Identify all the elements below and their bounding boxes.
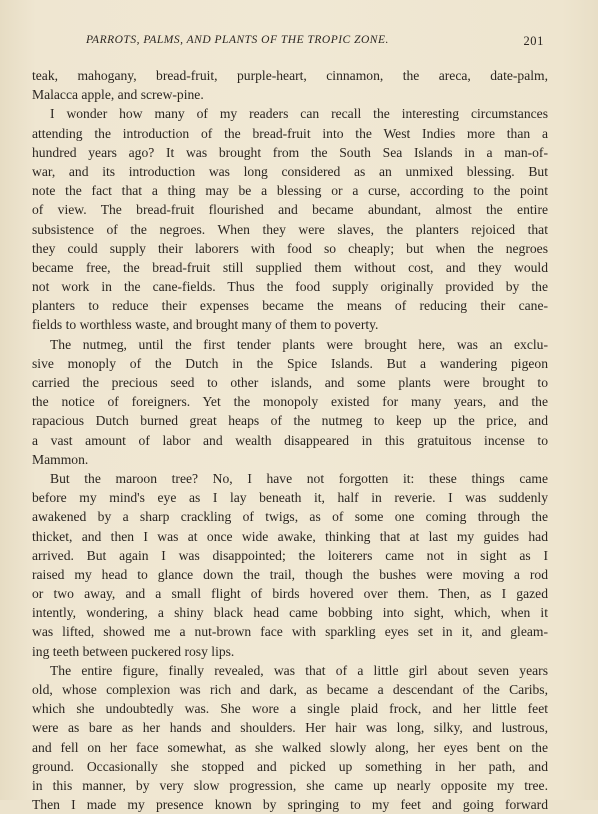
text-line: teak, mahogany, bread-fruit, purple-heart, cinnamon, the areca, date-palm, <box>32 68 548 83</box>
text-line: raised my head to glance down the trail, though the bushes were moving a rod <box>32 566 548 582</box>
page-number: 201 <box>523 34 544 48</box>
text-line: The entire figure, finally revealed, was that of a little girl about seven years <box>50 662 548 678</box>
text-line: arrived. But again I was disappointed; the loiterers came not in sight as I <box>32 547 548 563</box>
text-line: subsistence of the negroes. When they were slaves, the planters rejoiced that <box>32 221 548 237</box>
text-line: was lifted, showed me a nut-brown face with sparkling eyes set in it, and gleam- <box>32 624 548 640</box>
text-line: the notice of foreigners. Yet the monopoly existed for many years, and the <box>32 394 548 410</box>
text-line: Mammon. <box>32 451 89 467</box>
text-line: fields to worthless waste, and brought many of them to poverty. <box>32 317 379 333</box>
body-text <box>32 66 548 814</box>
text-line: Malacca apple, and screw-pine. <box>32 87 204 103</box>
text-line: thicket, and then I was at once wide awake, thinking that at last my guides had <box>32 528 548 544</box>
text-line: The nutmeg, until the first tender plants were brought here, was an exclu- <box>50 336 548 352</box>
text-line: note the fact that a thing may be a blessing or a curse, according to the point <box>32 183 548 199</box>
text-line: But the maroon tree? No, I have not forgotten it: these things came <box>50 470 548 486</box>
text-line: which she undoubtedly was. She wore a single plaid frock, and her little feet <box>32 701 548 717</box>
text-line: before my mind's eye as I lay beneath it, half in reverie. I was suddenly <box>32 490 548 506</box>
text-line: planters to reduce their expenses became the means of reducing their cane- <box>32 298 548 314</box>
text-line: not work in the cane-fields. Thus the food supply originally provided by the <box>32 279 548 295</box>
text-line: sive monoply of the Dutch in the Spice Islands. But a wandering pigeon <box>32 355 548 371</box>
text-line: rapacious Dutch burned great heaps of the nutmeg to keep up the price, and <box>32 413 548 429</box>
text-line: ing teeth between puckered rosy lips. <box>32 643 235 659</box>
text-line: awakened by a sharp crackling of twigs, as of some one coming through the <box>32 509 548 525</box>
running-title: PARROTS, PALMS, AND PLANTS OF THE TROPIC ZONE. <box>86 34 389 46</box>
text-line: or two away, and a small flight of birds hovered over them. Then, as I gazed <box>32 586 548 602</box>
text-line: and fell on her face somewhat, as she walked slowly along, her eyes bent on the <box>32 739 548 755</box>
text-line: war, and its introduction was long considered as an unmixed blessing. But <box>32 163 548 179</box>
text-line: I wonder how many of my readers can recall the interesting circumstances <box>50 106 548 122</box>
text-line: intently, wondering, a shiny black head came bobbing into sight, which, when it <box>32 605 548 621</box>
text-line: ground. Occasionally she stopped and picked up something in her path, and <box>32 758 548 774</box>
text-line: attending the introduction of the bread-fruit into the West Indies more than a <box>32 125 548 141</box>
text-line: hundred years ago? It was brought from the South Sea Islands in a man-of- <box>32 144 548 160</box>
text-line: were as bare as her hands and shoulders. Her hair was long, silky, and lustrous, <box>32 720 548 736</box>
running-head <box>58 34 544 50</box>
text-line: of view. The bread-fruit flourished and became abundant, almost the entire <box>32 202 548 218</box>
text-line: old, whose complexion was rich and dark, as became a descendant of the Caribs, <box>32 682 548 697</box>
text-line: in this manner, by very slow progression, she came up nearly opposite my tree. <box>32 777 548 793</box>
text-line: carried the precious seed to other islands, and some plants were brought to <box>32 375 548 390</box>
text-line: a vast amount of labor and wealth disappeared in this gratuitous incense to <box>32 432 548 448</box>
text-line: Then I made my presence known by springing to my feet and going forward <box>32 797 548 813</box>
text-line: they could supply their laborers with food so cheaply; but when the negroes <box>32 240 548 256</box>
text-line: became free, the bread-fruit still supplied them without cost, and they would <box>32 259 548 275</box>
